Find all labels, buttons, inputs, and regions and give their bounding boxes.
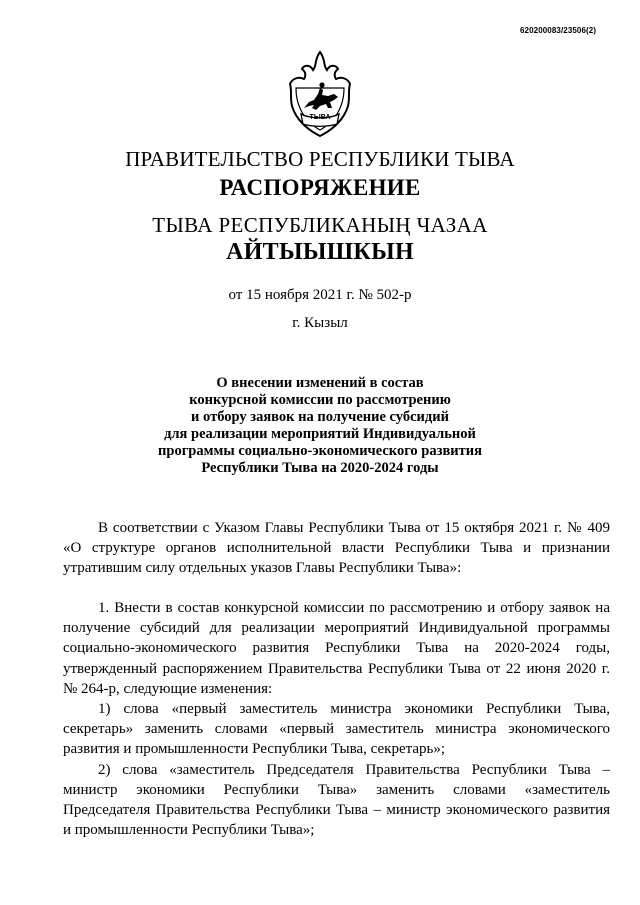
order-title-tv: АЙТЫЫШКЫН [226,239,414,265]
sub-item-2-paragraph: 2) слова «заместитель Председателя Правительства Республики Тыва – министр экономики Республики Тыва» заменить словами «заместитель Председателя Правительства Республики Тыва – министр экономического развития и промышленности Республики Тыва»; [63,761,610,839]
document-date-number: от 15 ноября 2021 г. № 502-р [228,287,412,303]
subject-line: Республики Тыва на 2020-2024 годы [201,460,439,476]
tuva-coat-of-arms-icon [284,50,356,138]
subject-line: для реализации мероприятий Индивидуальной [164,426,476,442]
document-number: 620200083/23506(2) [520,26,597,35]
preamble-paragraph: В соответствии с Указом Главы Республики Тыва от 15 октября 2021 г. № 409 «О структуре органов исполнительной власти Республики Тыва и признании утратившим силу отдельных указов Главы Республики Тыва»: [63,520,610,577]
government-name-tv: ТЫВА РЕСПУБЛИКАНЫҢ ЧАЗАА [152,213,488,237]
sub-item-1-paragraph: 1) слова «первый заместитель министра экономики Республики Тыва, секретарь» заменить словами «первый заместитель министра экономического развития и промышленности Республики Тыва, секретарь»; [63,701,610,758]
preamble-section [63,518,610,579]
subject-line: программы социально-экономического развития [158,443,482,459]
subject-line: конкурсной комиссии по рассмотрению [189,392,451,408]
item-1-paragraph: 1. Внести в состав конкурсной комиссии по рассмотрению и отбору заявок на получение субсидий для реализации мероприятий Индивидуальной программы социально-экономического развития Республики Тыва на 2020-2024 годы, утвержденный распоряжением Правительства Республики Тыва от 22 июня 2020 г. № 264-р, следующие изменения: [63,600,610,697]
subject-line: О внесении изменений в состав [216,375,424,391]
subject-line: и отбору заявок на получение субсидий [191,409,449,425]
document-city: г. Кызыл [292,315,348,331]
emblem-text: ТЫВА [309,114,331,121]
order-title-ru: РАСПОРЯЖЕНИЕ [219,175,421,200]
government-name-ru: ПРАВИТЕЛЬСТВО РЕСПУБЛИКИ ТЫВА [125,147,515,171]
document-subject [150,375,490,477]
items-section [63,598,610,840]
